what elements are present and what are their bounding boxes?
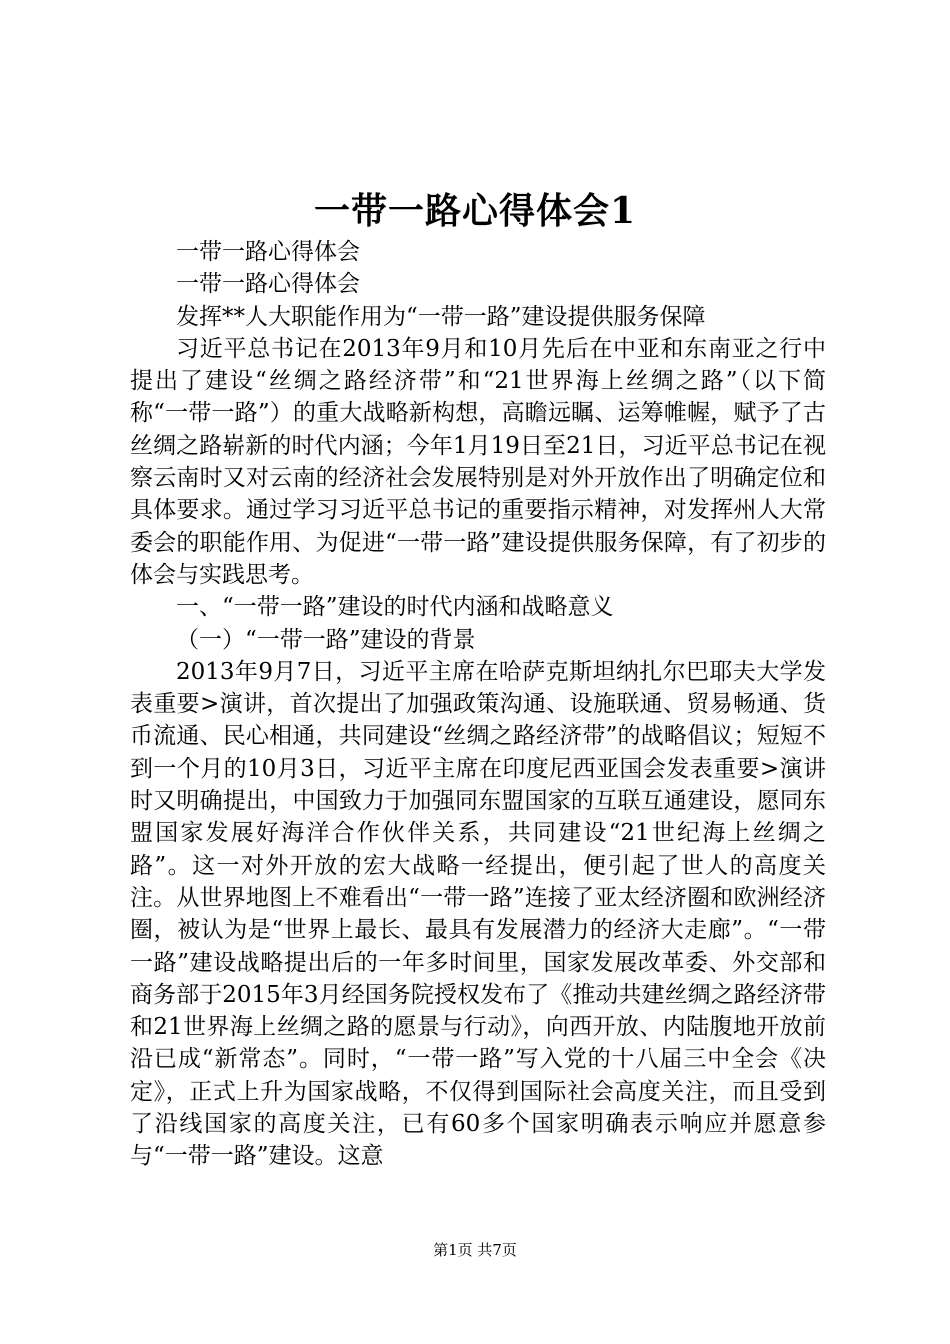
paragraph-intro: 习近平总书记在2013年9月和10月先后在中亚和东南亚之行中提出了建设“丝绸之路经济带”和“21世界海上丝绸之路”（以下简称“一带一路”）的重大战略新构想，高瞻远瞩、运筹帷幄，赋予了古丝绸之路崭新的时代内涵；今年1月19日至21日，习近平总书记在视察云南时又对云南的经济社会发展特别是对外开放作出了明确定位和具体要求。通过学习习近平总书记的重要指示精神，对发挥州人大常委会的职能作用、为促进“一带一路”建设提供服务保障，有了初步的体会与实践思考。 <box>130 335 826 588</box>
paragraph-background: 2013年9月7日，习近平主席在哈萨克斯坦纳扎尔巴耶夫大学发表重要>演讲，首次提出了加强政策沟通、设施联通、贸易畅通、货币流通、民心相通，共同建设“丝绸之路经济带”的战略倡议；短短不到一个月的10月3日，习近平主席在印度尼西亚国会发表重要>演讲时又明确提出，中国致力于加强同东盟国家的互联互通建设，愿同东盟国家发展好海洋合作伙伴关系，共同建设“21世纪海上丝绸之路”。这一对外开放的宏大战略一经提出，便引起了世人的高度关注。从世界地图上不难看出“一带一路”连接了亚太经济圈和欧洲经济圈，被认为是“世界上最长、最具有发展潜力的经济大走廊”。“一带一路”建设战略提出后的一年多时间里，国家发展改革委、外交部和商务部于2015年3月经国务院授权发布了《推动共建丝绸之路经济带和21世界海上丝绸之路的愿景与行动》，向西开放、内陆腹地开放前沿已成“新常态”。同时，“一带一路”写入党的十八届三中全会《决定》，正式上升为国家战略，不仅得到国际社会高度关注，而且受到了沿线国家的高度关注，已有60多个国家明确表示响应并愿意参与“一带一路”建设。这意 <box>130 658 826 1170</box>
paragraph-heading-1: 一带一路心得体会 <box>176 239 360 265</box>
paragraph-heading-2: 一带一路心得体会 <box>176 271 360 298</box>
paragraph-subtitle: 发挥**人大职能作用为“一带一路”建设提供服务保障 <box>176 303 706 330</box>
document-title: 一带一路心得体会1 <box>313 190 637 232</box>
section-heading-1: 一、“一带一路”建设的时代内涵和战略意义 <box>176 594 614 621</box>
document-body <box>130 236 826 1173</box>
subsection-heading-1: （一）“一带一路”建设的背景 <box>176 626 476 653</box>
page-footer: 第1页 共7页 <box>433 1241 517 1259</box>
